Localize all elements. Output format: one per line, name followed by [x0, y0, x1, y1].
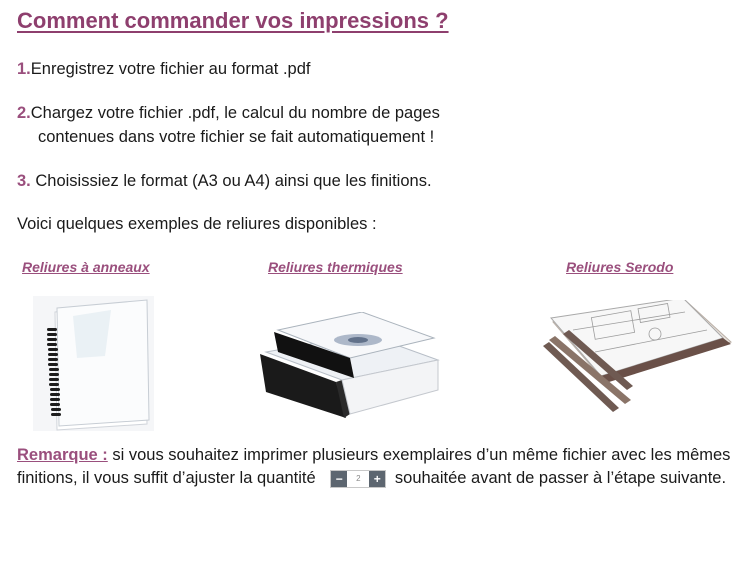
caption-ring-binding[interactable]: Reliures à anneaux	[22, 259, 150, 275]
step-number: 3.	[17, 172, 31, 190]
quantity-value[interactable]: 2	[356, 474, 361, 484]
ring-binding-image	[33, 296, 154, 431]
step-number: 2.	[17, 104, 31, 122]
thermal-binding-image	[254, 312, 440, 420]
page-title: Comment commander vos impressions ?	[17, 8, 449, 33]
step-3	[17, 169, 432, 193]
remark-text-1: si vous souhaitez imprimer plusieurs exemplaires d’un même fichier avec les mêmes finitions, il vous suffit d’ajuster la quantité	[17, 446, 731, 487]
caption-serodo-binding[interactable]: Reliures Serodo	[566, 259, 674, 275]
step-text-line1: Chargez votre fichier .pdf, le calcul du nombre de pages	[30, 104, 440, 122]
caption-thermal-binding[interactable]: Reliures thermiques	[268, 259, 403, 275]
step-2	[17, 101, 440, 149]
step-1	[17, 57, 310, 81]
step-text-line2: contenues dans votre fichier se fait automatiquement !	[38, 128, 435, 146]
increment-button[interactable]: +	[369, 471, 385, 487]
step-text: Enregistrez votre fichier au format .pdf	[30, 60, 311, 78]
remark-text-2: souhaitée avant de passer à l’étape suivante.	[394, 469, 727, 487]
remark-label: Remarque :	[17, 446, 108, 464]
serodo-binding-image	[535, 300, 735, 412]
step-number: 1.	[17, 60, 31, 78]
quantity-stepper[interactable]	[330, 470, 386, 488]
step-text: Choisissiez le format (A3 ou A4) ainsi que les finitions.	[30, 172, 432, 190]
decrement-button[interactable]: −	[331, 471, 347, 487]
remark	[17, 444, 742, 490]
bindings-intro: Voici quelques exemples de reliures disponibles :	[17, 215, 377, 233]
